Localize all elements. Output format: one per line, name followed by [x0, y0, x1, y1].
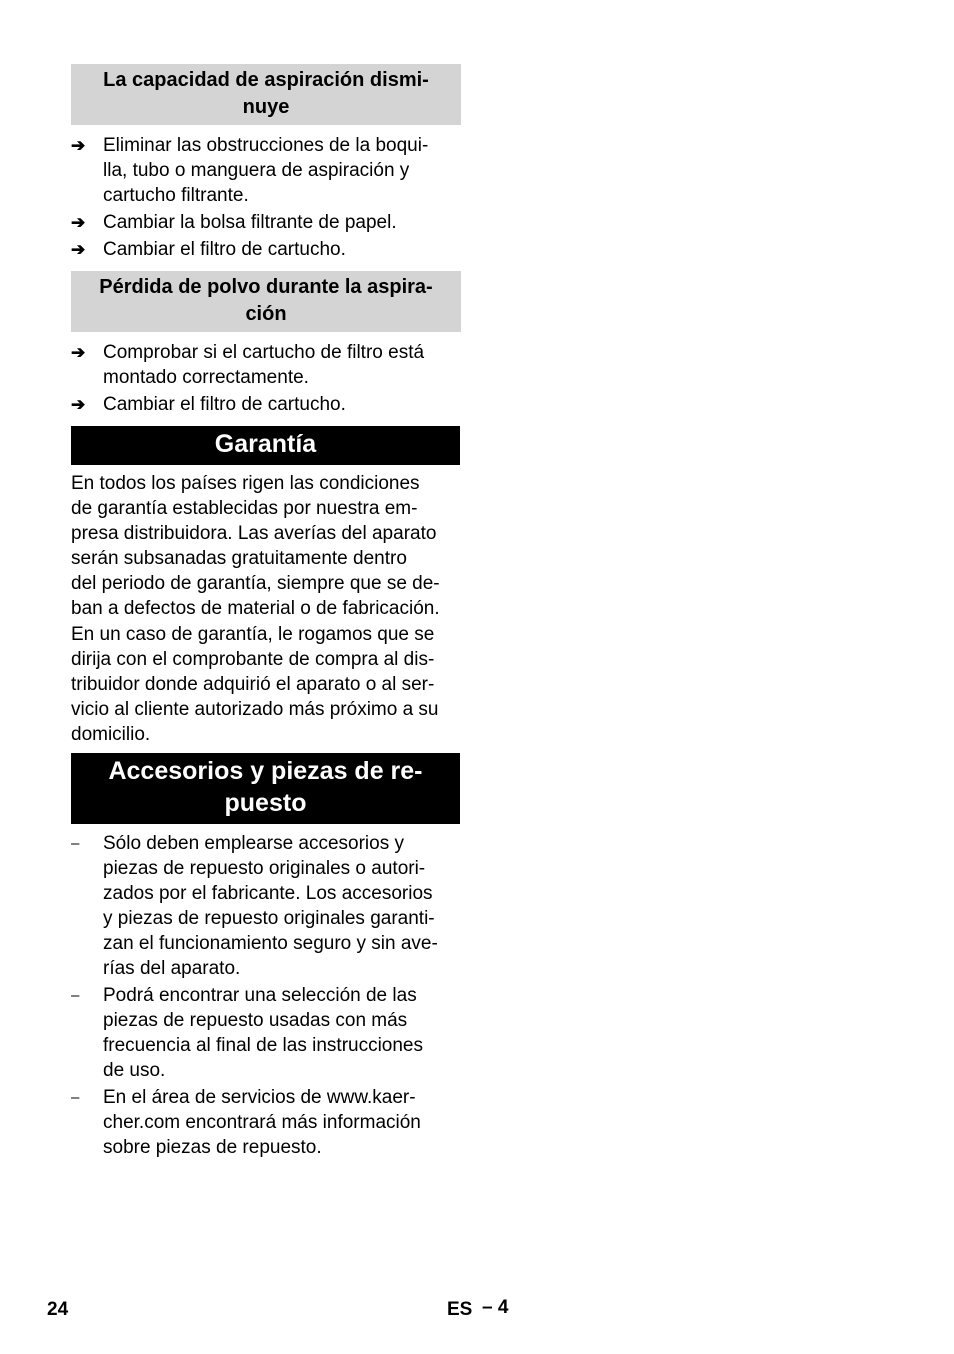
heading-line: La capacidad de aspiración dismi-	[103, 69, 429, 91]
dash-bullet-icon: –	[71, 987, 80, 1004]
list-item: ➔ Cambiar la bolsa filtrante de papel.	[71, 212, 397, 233]
arrow-right-icon: ➔	[71, 343, 86, 362]
heading-line: nuye	[242, 96, 290, 118]
dash-bullet-icon: –	[71, 835, 80, 852]
arrow-right-icon: ➔	[71, 395, 86, 414]
warranty-paragraph: En todos los países rigen las condiciones de garantía establecidas por nuestra em- presa distribuidora. Las averías del aparato serán subsanadas gratuitamente dentro del periodo de garantía, siempre que se de- ban a defectos de material o de fabricación. En un caso de garantía, le rogamos que se dirija con el comprobante de compra al dis- tribuidor donde adquirió el aparato o al ser- vicio al cliente autorizado más próximo a su domicilio.	[71, 473, 440, 745]
dash-bullet-icon: –	[71, 1089, 80, 1106]
arrow-right-icon: ➔	[71, 240, 86, 259]
list-item: ➔ Comprobar si el cartucho de filtro está montado correctamente.	[71, 342, 425, 388]
list-item: ➔ Cambiar el filtro de cartucho.	[71, 239, 346, 260]
list-item: – En el área de servicios de www.kaer- cher.com encontrará más información sobre piezas de repuesto.	[71, 1087, 421, 1158]
language-code: ES	[447, 1299, 473, 1320]
heading-line: Pérdida de polvo durante la aspira-	[99, 276, 433, 298]
arrow-right-icon: ➔	[71, 136, 86, 155]
list-item: ➔ Eliminar las obstrucciones de la boqui- lla, tubo o manguera de aspiración y cartucho filtrante.	[71, 135, 429, 206]
section-heading-accessories: Accesorios y piezas de re- puesto	[71, 753, 460, 824]
section-heading-suction	[71, 64, 461, 125]
arrow-right-icon: ➔	[71, 213, 86, 232]
page-number: 24	[47, 1299, 69, 1320]
heading-line: ción	[245, 303, 287, 325]
list-item: ➔ Cambiar el filtro de cartucho.	[71, 394, 346, 415]
list-item: – Sólo deben emplearse accesorios y piezas de repuesto originales o autori- zados por el fabricante. Los accesorios y piezas de repuesto originales garanti- zan el funcionamiento seguro y sin ave- rías del aparato.	[71, 833, 438, 979]
section-heading-warranty: Garantía	[71, 426, 460, 465]
section-heading-dust	[71, 271, 461, 332]
page-ref: – 4	[482, 1297, 509, 1318]
list-item: – Podrá encontrar una selección de las piezas de repuesto usadas con más frecuencia al final de las instrucciones de uso.	[71, 985, 424, 1081]
